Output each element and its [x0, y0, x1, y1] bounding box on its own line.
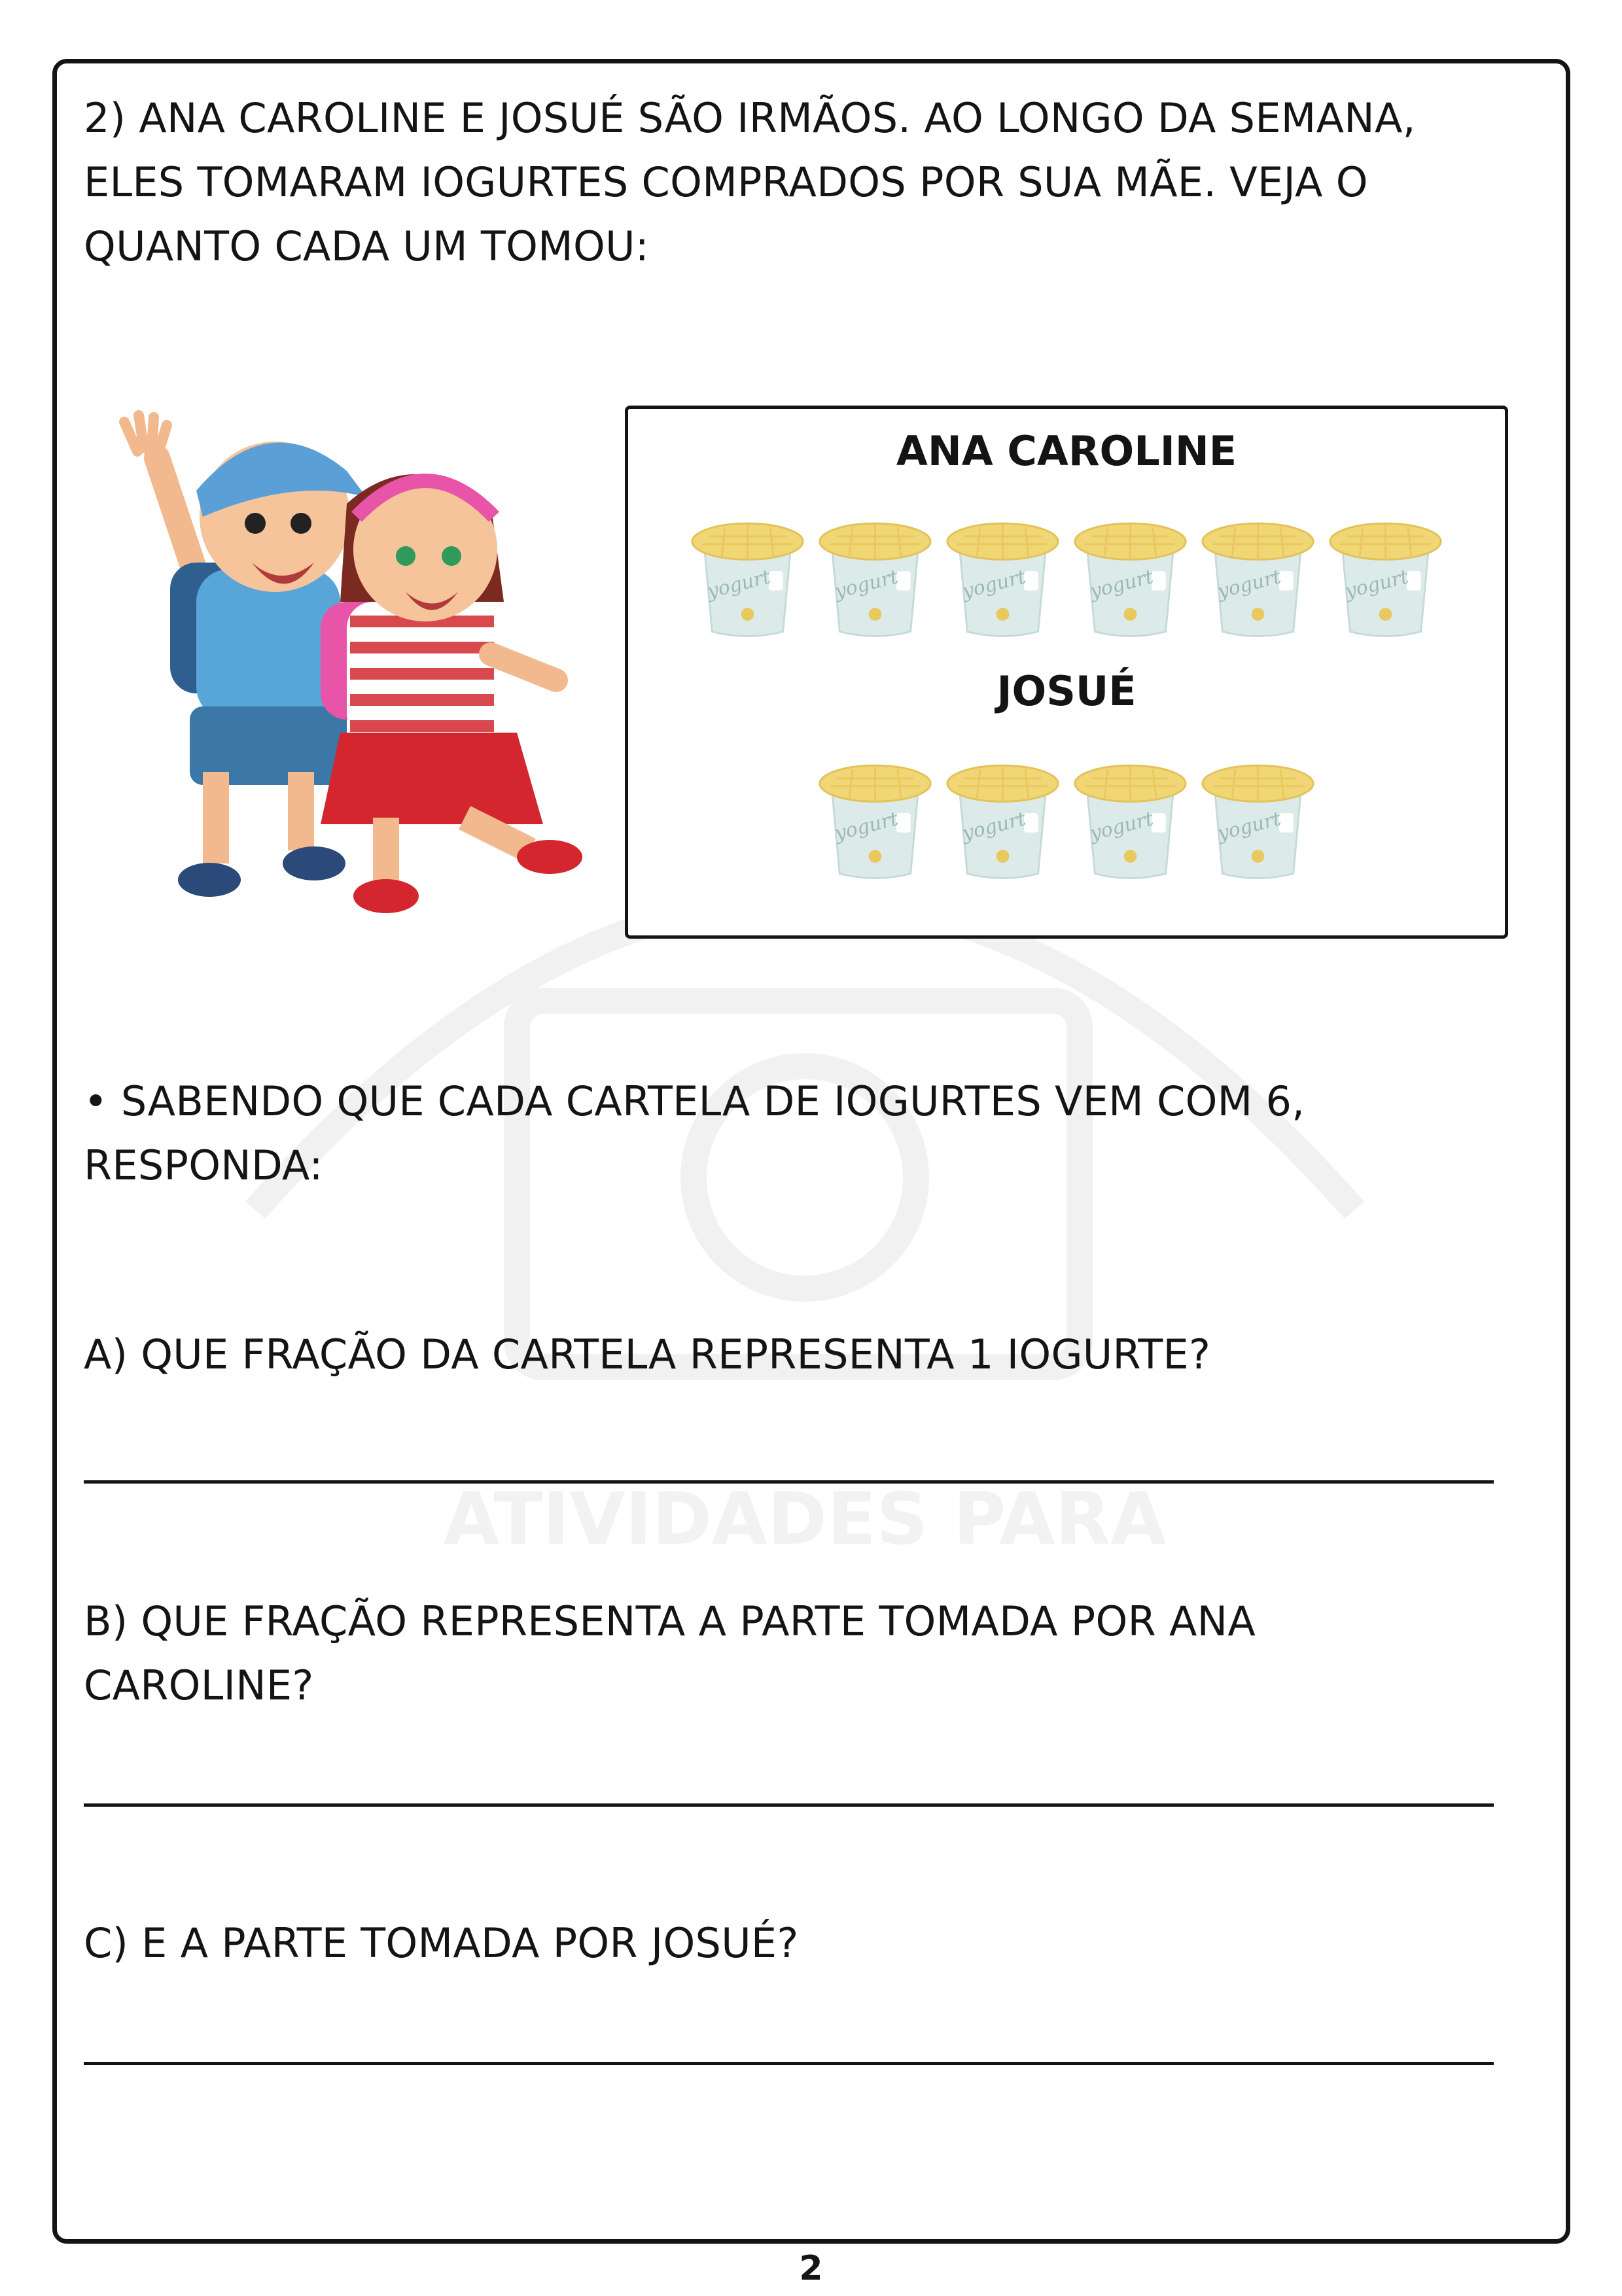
yogurt-cup-icon — [1197, 749, 1319, 886]
answer-line-a[interactable] — [84, 1480, 1494, 1484]
question-title — [84, 86, 1543, 279]
question-c — [84, 1911, 799, 1975]
svg-text:yogurt: yogurt — [832, 807, 901, 845]
yogurt-cup-icon — [1324, 507, 1447, 644]
ana-caroline-label: ANA CAROLINE — [896, 427, 1237, 475]
yogurt-cup-icon — [814, 749, 936, 886]
kids-illustration — [98, 406, 608, 942]
question-line: ELES TOMARAM IOGURTES COMPRADOS POR SUA MÃE. VEJA O — [84, 158, 1368, 206]
ana-yogurt-row — [628, 507, 1505, 644]
yogurt-cup-icon — [814, 507, 936, 644]
question-b-line: CAROLINE? — [84, 1661, 314, 1709]
page-number: 2 — [799, 2249, 823, 2288]
svg-text:yogurt: yogurt — [1215, 565, 1284, 603]
svg-text:yogurt: yogurt — [832, 565, 901, 603]
yogurt-cup-icon — [1197, 507, 1319, 644]
svg-text:yogurt: yogurt — [960, 565, 1029, 603]
girl-figure — [321, 474, 582, 913]
svg-text:yogurt: yogurt — [1343, 565, 1411, 603]
svg-text:yogurt: yogurt — [1215, 807, 1284, 845]
question-c-line: C) E A PARTE TOMADA POR JOSUÉ? — [84, 1919, 799, 1967]
watermark-text: ATIVIDADES PARA — [443, 1477, 1167, 1561]
instruction-line: RESPONDA: — [84, 1141, 323, 1189]
question-line: QUANTO CADA UM TOMOU: — [84, 222, 649, 270]
answer-line-b[interactable] — [84, 1803, 1494, 1807]
instruction-line: • SABENDO QUE CADA CARTELA DE IOGURTES VEM COM 6, — [84, 1077, 1305, 1125]
question-b — [84, 1590, 1256, 1718]
instruction-text — [84, 1070, 1305, 1198]
josue-label: JOSUÉ — [996, 667, 1137, 715]
yogurt-cup-icon — [1069, 507, 1191, 644]
answer-line-c[interactable] — [84, 2062, 1494, 2065]
question-a-line: A) QUE FRAÇÃO DA CARTELA REPRESENTA 1 IOGURTE? — [84, 1331, 1211, 1378]
yogurt-cup-icon — [686, 507, 809, 644]
question-line: 2) ANA CAROLINE E JOSUÉ SÃO IRMÃOS. AO LONGO DA SEMANA, — [84, 94, 1416, 142]
question-b-line: B) QUE FRAÇÃO REPRESENTA A PARTE TOMADA POR ANA — [84, 1597, 1256, 1645]
svg-text:yogurt: yogurt — [705, 565, 773, 603]
svg-text:yogurt: yogurt — [960, 807, 1029, 845]
svg-text:yogurt: yogurt — [1087, 565, 1156, 603]
yogurt-cup-icon — [942, 507, 1064, 644]
yogurt-box — [625, 406, 1508, 939]
josue-yogurt-row — [628, 749, 1505, 886]
svg-text:yogurt: yogurt — [1087, 807, 1156, 845]
yogurt-cup-icon — [942, 749, 1064, 886]
yogurt-cup-icon — [1069, 749, 1191, 886]
question-a — [84, 1323, 1210, 1387]
